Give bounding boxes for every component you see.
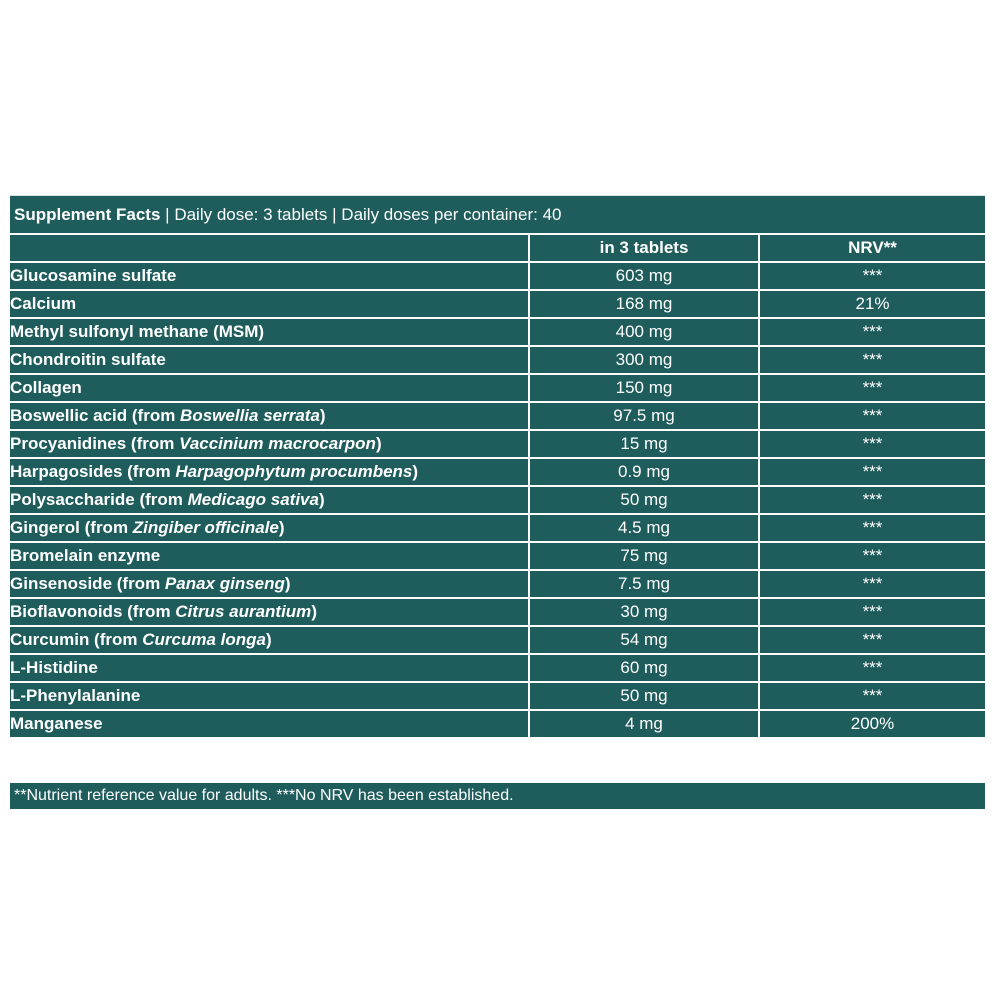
ingredient-label: Chondroitin sulfate bbox=[10, 350, 166, 369]
ingredient-amount: 15 mg bbox=[530, 431, 760, 459]
ingredient-label: Polysaccharide (from bbox=[10, 490, 188, 509]
ingredient-nrv: *** bbox=[760, 375, 985, 403]
title-separator-2: | bbox=[332, 205, 337, 224]
ingredient-label: Gingerol (from bbox=[10, 518, 133, 537]
title-separator-1: | bbox=[165, 205, 170, 224]
ingredient-amount: 7.5 mg bbox=[530, 571, 760, 599]
table-row bbox=[10, 403, 985, 431]
ingredient-nrv: *** bbox=[760, 515, 985, 543]
table-row bbox=[10, 291, 985, 319]
ingredient-name bbox=[10, 655, 530, 683]
ingredient-amount: 168 mg bbox=[530, 291, 760, 319]
ingredient-source: Zingiber officinale bbox=[132, 518, 279, 537]
ingredient-label: Bromelain enzyme bbox=[10, 546, 161, 565]
ingredient-nrv: *** bbox=[760, 263, 985, 291]
ingredient-label: Curcumin (from bbox=[10, 630, 143, 649]
supplement-facts-panel bbox=[10, 195, 985, 809]
facts-table bbox=[10, 235, 985, 739]
ingredient-source: Vaccinium macrocarpon bbox=[179, 434, 376, 453]
ingredient-label: L-Histidine bbox=[10, 658, 98, 677]
header-nrv: NRV** bbox=[760, 235, 985, 263]
ingredient-label: Ginsenoside (from bbox=[10, 574, 165, 593]
ingredient-label: Bioflavonoids (from bbox=[10, 602, 176, 621]
table-row bbox=[10, 543, 985, 571]
ingredient-label: Calcium bbox=[10, 294, 77, 313]
table-row bbox=[10, 347, 985, 375]
ingredient-label: Collagen bbox=[10, 378, 82, 397]
ingredient-label: Procyanidines (from bbox=[10, 434, 180, 453]
ingredient-name bbox=[10, 347, 530, 375]
ingredient-label: Harpagosides (from bbox=[10, 462, 176, 481]
ingredient-amount: 300 mg bbox=[530, 347, 760, 375]
ingredient-label: Manganese bbox=[10, 714, 103, 733]
ingredient-amount: 50 mg bbox=[530, 487, 760, 515]
ingredient-name: Gingerol (from Zingiber officinale) bbox=[10, 515, 530, 543]
ingredient-label: L-Phenylalanine bbox=[10, 686, 141, 705]
ingredient-name bbox=[10, 375, 530, 403]
ingredient-amount: 54 mg bbox=[530, 627, 760, 655]
ingredient-name: Harpagosides (from Harpagophytum procumbens) bbox=[10, 459, 530, 487]
ingredient-name bbox=[10, 291, 530, 319]
table-row bbox=[10, 571, 985, 599]
ingredient-nrv: 200% bbox=[760, 711, 985, 739]
ingredient-amount: 0.9 mg bbox=[530, 459, 760, 487]
ingredient-name: Polysaccharide (from Medicago sativa) bbox=[10, 487, 530, 515]
title-bar bbox=[10, 196, 985, 233]
ingredient-nrv: *** bbox=[760, 627, 985, 655]
table-row bbox=[10, 375, 985, 403]
ingredient-amount: 4 mg bbox=[530, 711, 760, 739]
ingredient-nrv: *** bbox=[760, 655, 985, 683]
ingredient-amount: 97.5 mg bbox=[530, 403, 760, 431]
table-row bbox=[10, 263, 985, 291]
ingredient-nrv: *** bbox=[760, 403, 985, 431]
ingredient-source: Medicago sativa bbox=[187, 490, 319, 509]
ingredient-name bbox=[10, 711, 530, 739]
ingredient-amount: 50 mg bbox=[530, 683, 760, 711]
ingredient-label: Boswellic acid (from bbox=[10, 406, 181, 425]
ingredient-nrv: 21% bbox=[760, 291, 985, 319]
footnote: **Nutrient reference value for adults. ***No NRV has been established. bbox=[10, 783, 985, 809]
table-row bbox=[10, 627, 985, 655]
ingredient-source: Boswellia serrata bbox=[180, 406, 320, 425]
ingredient-amount: 4.5 mg bbox=[530, 515, 760, 543]
ingredient-name bbox=[10, 683, 530, 711]
ingredient-nrv: *** bbox=[760, 347, 985, 375]
ingredient-source: Panax ginseng bbox=[164, 574, 285, 593]
table-row bbox=[10, 319, 985, 347]
ingredient-nrv: *** bbox=[760, 571, 985, 599]
ingredient-nrv: *** bbox=[760, 599, 985, 627]
ingredient-name: Bioflavonoids (from Citrus aurantium) bbox=[10, 599, 530, 627]
ingredient-name bbox=[10, 319, 530, 347]
ingredient-nrv: *** bbox=[760, 487, 985, 515]
ingredient-name: Ginsenoside (from Panax ginseng) bbox=[10, 571, 530, 599]
ingredient-amount: 150 mg bbox=[530, 375, 760, 403]
table-row bbox=[10, 515, 985, 543]
ingredient-name: Boswellic acid (from Boswellia serrata) bbox=[10, 403, 530, 431]
ingredient-source: Curcuma longa bbox=[142, 630, 266, 649]
ingredient-name bbox=[10, 263, 530, 291]
ingredient-amount: 60 mg bbox=[530, 655, 760, 683]
ingredient-name: Curcumin (from Curcuma longa) bbox=[10, 627, 530, 655]
ingredient-amount: 30 mg bbox=[530, 599, 760, 627]
table-row bbox=[10, 683, 985, 711]
ingredient-amount: 603 mg bbox=[530, 263, 760, 291]
title-dose: Daily dose: 3 tablets bbox=[174, 205, 328, 224]
ingredient-nrv: *** bbox=[760, 683, 985, 711]
ingredient-label: Methyl sulfonyl methane (MSM) bbox=[10, 322, 265, 341]
ingredient-name: Procyanidines (from Vaccinium macrocarpon) bbox=[10, 431, 530, 459]
table-row bbox=[10, 431, 985, 459]
header-row bbox=[10, 235, 985, 263]
ingredient-source: Citrus aurantium bbox=[175, 602, 312, 621]
facts-rows bbox=[10, 263, 985, 739]
ingredient-nrv: *** bbox=[760, 459, 985, 487]
ingredient-label: Glucosamine sulfate bbox=[10, 266, 177, 285]
header-name bbox=[10, 235, 530, 263]
ingredient-amount: 75 mg bbox=[530, 543, 760, 571]
ingredient-nrv: *** bbox=[760, 543, 985, 571]
ingredient-name bbox=[10, 543, 530, 571]
ingredient-amount: 400 mg bbox=[530, 319, 760, 347]
title-heading: Supplement Facts bbox=[14, 205, 161, 224]
table-row bbox=[10, 599, 985, 627]
table-row bbox=[10, 655, 985, 683]
ingredient-nrv: *** bbox=[760, 319, 985, 347]
ingredient-source: Harpagophytum procumbens bbox=[175, 462, 413, 481]
header-amount: in 3 tablets bbox=[530, 235, 760, 263]
title-per-container: Daily doses per container: 40 bbox=[341, 205, 562, 224]
table-row bbox=[10, 711, 985, 739]
table-row bbox=[10, 459, 985, 487]
table-row bbox=[10, 487, 985, 515]
ingredient-nrv: *** bbox=[760, 431, 985, 459]
